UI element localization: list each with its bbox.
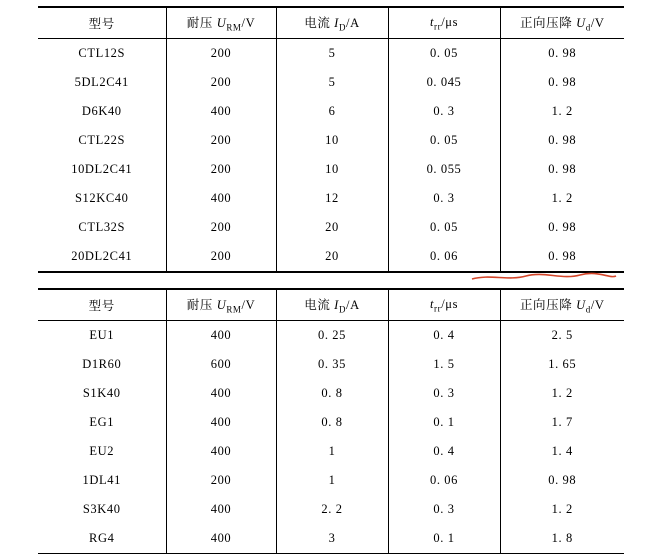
- header-prefix: 耐压: [186, 298, 217, 313]
- header-cell-model: [38, 290, 166, 321]
- cell-forward-drop: 1. 2: [500, 379, 624, 408]
- cell-current: 0. 35: [276, 350, 388, 379]
- header-text: [304, 298, 360, 315]
- cell-trr: 0. 4: [388, 321, 500, 351]
- table-row: [38, 184, 624, 213]
- cell-current: 10: [276, 126, 388, 155]
- header-row: [38, 290, 624, 321]
- cell-current: 5: [276, 68, 388, 97]
- cell-model: 20DL2C41: [38, 242, 166, 272]
- header-suffix: /A: [346, 16, 360, 31]
- table-row: [38, 242, 624, 272]
- header-symbol: t: [429, 296, 435, 311]
- header-suffix: /V: [590, 16, 605, 31]
- cell-current: 3: [276, 524, 388, 554]
- cell-voltage: 400: [166, 408, 276, 437]
- cell-voltage: 400: [166, 379, 276, 408]
- cell-model: CTL32S: [38, 213, 166, 242]
- cell-voltage: 200: [166, 68, 276, 97]
- cell-voltage: 200: [166, 39, 276, 69]
- table-row: [38, 126, 624, 155]
- header-symbol: U: [216, 298, 227, 313]
- cell-forward-drop: 1. 2: [500, 97, 624, 126]
- cell-forward-drop: 0. 98: [500, 213, 624, 242]
- cell-model: CTL12S: [38, 39, 166, 69]
- red-scribble-mark: [470, 272, 618, 282]
- cell-trr: 0. 055: [388, 155, 500, 184]
- header-symbol: I: [334, 298, 339, 313]
- cell-current: 2. 2: [276, 495, 388, 524]
- spec-table-1-header: [38, 8, 624, 39]
- cell-current: 6: [276, 97, 388, 126]
- cell-trr: 0. 05: [388, 126, 500, 155]
- table-row: [38, 466, 624, 495]
- cell-forward-drop: 0. 98: [500, 126, 624, 155]
- header-subscript: d: [585, 22, 591, 33]
- header-suffix: /A: [346, 298, 360, 313]
- cell-forward-drop: 1. 2: [500, 495, 624, 524]
- header-suffix: /V: [590, 298, 605, 313]
- cell-trr: 0. 3: [388, 97, 500, 126]
- cell-trr: 0. 045: [388, 68, 500, 97]
- cell-model: S12KC40: [38, 184, 166, 213]
- header-prefix: 电流: [304, 298, 335, 313]
- cell-model: S3K40: [38, 495, 166, 524]
- table-row: [38, 321, 624, 351]
- header-subscript: D: [338, 304, 347, 315]
- spec-table-1-body: [38, 39, 624, 272]
- cell-current: 0. 8: [276, 408, 388, 437]
- cell-trr: 0. 06: [388, 466, 500, 495]
- header-subscript: RM: [226, 304, 242, 315]
- cell-model: EU2: [38, 437, 166, 466]
- header-text: [429, 296, 459, 314]
- cell-current: 0. 8: [276, 379, 388, 408]
- cell-voltage: 200: [166, 213, 276, 242]
- table-row: [38, 350, 624, 379]
- header-prefix: 电流: [304, 16, 335, 31]
- table-row: [38, 379, 624, 408]
- header-cell-trr: [388, 290, 500, 321]
- header-symbol: U: [576, 16, 586, 31]
- cell-voltage: 400: [166, 495, 276, 524]
- header-subscript: RM: [226, 22, 242, 33]
- header-text: [186, 298, 256, 315]
- spec-table-2-block: [38, 288, 624, 554]
- cell-trr: 0. 06: [388, 242, 500, 272]
- table-1-bottom-rule: [38, 272, 624, 273]
- header-suffix: /V: [241, 16, 256, 31]
- cell-trr: 0. 05: [388, 213, 500, 242]
- cell-forward-drop: 1. 2: [500, 184, 624, 213]
- header-cell-trr: [388, 8, 500, 39]
- cell-current: 20: [276, 213, 388, 242]
- cell-voltage: 200: [166, 242, 276, 272]
- cell-current: 20: [276, 242, 388, 272]
- table-row: [38, 68, 624, 97]
- header-text: 型号: [88, 17, 115, 31]
- table-row: [38, 524, 624, 554]
- cell-forward-drop: 1. 7: [500, 408, 624, 437]
- cell-forward-drop: 1. 4: [500, 437, 624, 466]
- header-subscript: rr: [434, 303, 442, 314]
- cell-model: S1K40: [38, 379, 166, 408]
- cell-voltage: 200: [166, 466, 276, 495]
- header-text: [429, 14, 459, 32]
- header-subscript: d: [585, 304, 591, 315]
- cell-model: RG4: [38, 524, 166, 554]
- cell-trr: 0. 1: [388, 524, 500, 554]
- table-row: [38, 39, 624, 69]
- cell-current: 0. 25: [276, 321, 388, 351]
- header-suffix: /μs: [441, 14, 459, 29]
- cell-model: 10DL2C41: [38, 155, 166, 184]
- cell-trr: 0. 3: [388, 495, 500, 524]
- spec-table-2: [38, 289, 624, 554]
- cell-voltage: 200: [166, 155, 276, 184]
- header-symbol: I: [334, 16, 339, 31]
- cell-current: 1: [276, 466, 388, 495]
- header-cell-model: [38, 8, 166, 39]
- cell-trr: 0. 3: [388, 184, 500, 213]
- cell-trr: 0. 05: [388, 39, 500, 69]
- cell-voltage: 400: [166, 524, 276, 554]
- header-cell-voltage: [166, 290, 276, 321]
- cell-model: 1DL41: [38, 466, 166, 495]
- header-text: [519, 298, 605, 315]
- cell-model: EG1: [38, 408, 166, 437]
- cell-trr: 0. 4: [388, 437, 500, 466]
- header-suffix: /V: [241, 298, 256, 313]
- cell-model: CTL22S: [38, 126, 166, 155]
- cell-forward-drop: 1. 8: [500, 524, 624, 554]
- cell-forward-drop: 0. 98: [500, 39, 624, 69]
- cell-voltage: 400: [166, 97, 276, 126]
- cell-voltage: 400: [166, 184, 276, 213]
- cell-model: 5DL2C41: [38, 68, 166, 97]
- cell-voltage: 400: [166, 437, 276, 466]
- header-text: [304, 16, 360, 33]
- header-cell-voltage: [166, 8, 276, 39]
- cell-voltage: 600: [166, 350, 276, 379]
- header-subscript: rr: [434, 21, 442, 32]
- table-row: [38, 213, 624, 242]
- header-prefix: 正向压降: [519, 298, 577, 313]
- cell-model: D6K40: [38, 97, 166, 126]
- cell-current: 1: [276, 437, 388, 466]
- table-row: [38, 408, 624, 437]
- header-suffix: /μs: [441, 296, 459, 311]
- table-row: [38, 437, 624, 466]
- cell-forward-drop: 0. 98: [500, 242, 624, 272]
- cell-current: 5: [276, 39, 388, 69]
- cell-trr: 0. 3: [388, 379, 500, 408]
- cell-forward-drop: 0. 98: [500, 155, 624, 184]
- cell-model: EU1: [38, 321, 166, 351]
- cell-forward-drop: 0. 98: [500, 68, 624, 97]
- cell-forward-drop: 0. 98: [500, 466, 624, 495]
- header-symbol: U: [216, 16, 227, 31]
- header-cell-forward-drop: [500, 8, 624, 39]
- table-row: [38, 495, 624, 524]
- cell-trr: 0. 1: [388, 408, 500, 437]
- cell-voltage: 400: [166, 321, 276, 351]
- cell-forward-drop: 1. 65: [500, 350, 624, 379]
- header-prefix: 正向压降: [519, 16, 577, 31]
- cell-trr: 1. 5: [388, 350, 500, 379]
- table-row: [38, 97, 624, 126]
- cell-voltage: 200: [166, 126, 276, 155]
- header-prefix: 耐压: [186, 16, 217, 31]
- table-row: [38, 155, 624, 184]
- spec-table-1: [38, 7, 624, 272]
- header-text: [186, 16, 256, 33]
- spec-table-2-body: [38, 321, 624, 554]
- header-cell-current: [276, 8, 388, 39]
- header-text: [519, 16, 605, 33]
- header-cell-forward-drop: [500, 290, 624, 321]
- spec-table-2-header: [38, 290, 624, 321]
- spec-table-1-block: [38, 6, 624, 273]
- cell-current: 10: [276, 155, 388, 184]
- cell-model: D1R60: [38, 350, 166, 379]
- header-symbol: U: [576, 298, 586, 313]
- header-symbol: t: [429, 14, 435, 29]
- header-subscript: D: [338, 22, 347, 33]
- header-text: 型号: [88, 299, 115, 313]
- header-row: [38, 8, 624, 39]
- header-cell-current: [276, 290, 388, 321]
- cell-current: 12: [276, 184, 388, 213]
- cell-forward-drop: 2. 5: [500, 321, 624, 351]
